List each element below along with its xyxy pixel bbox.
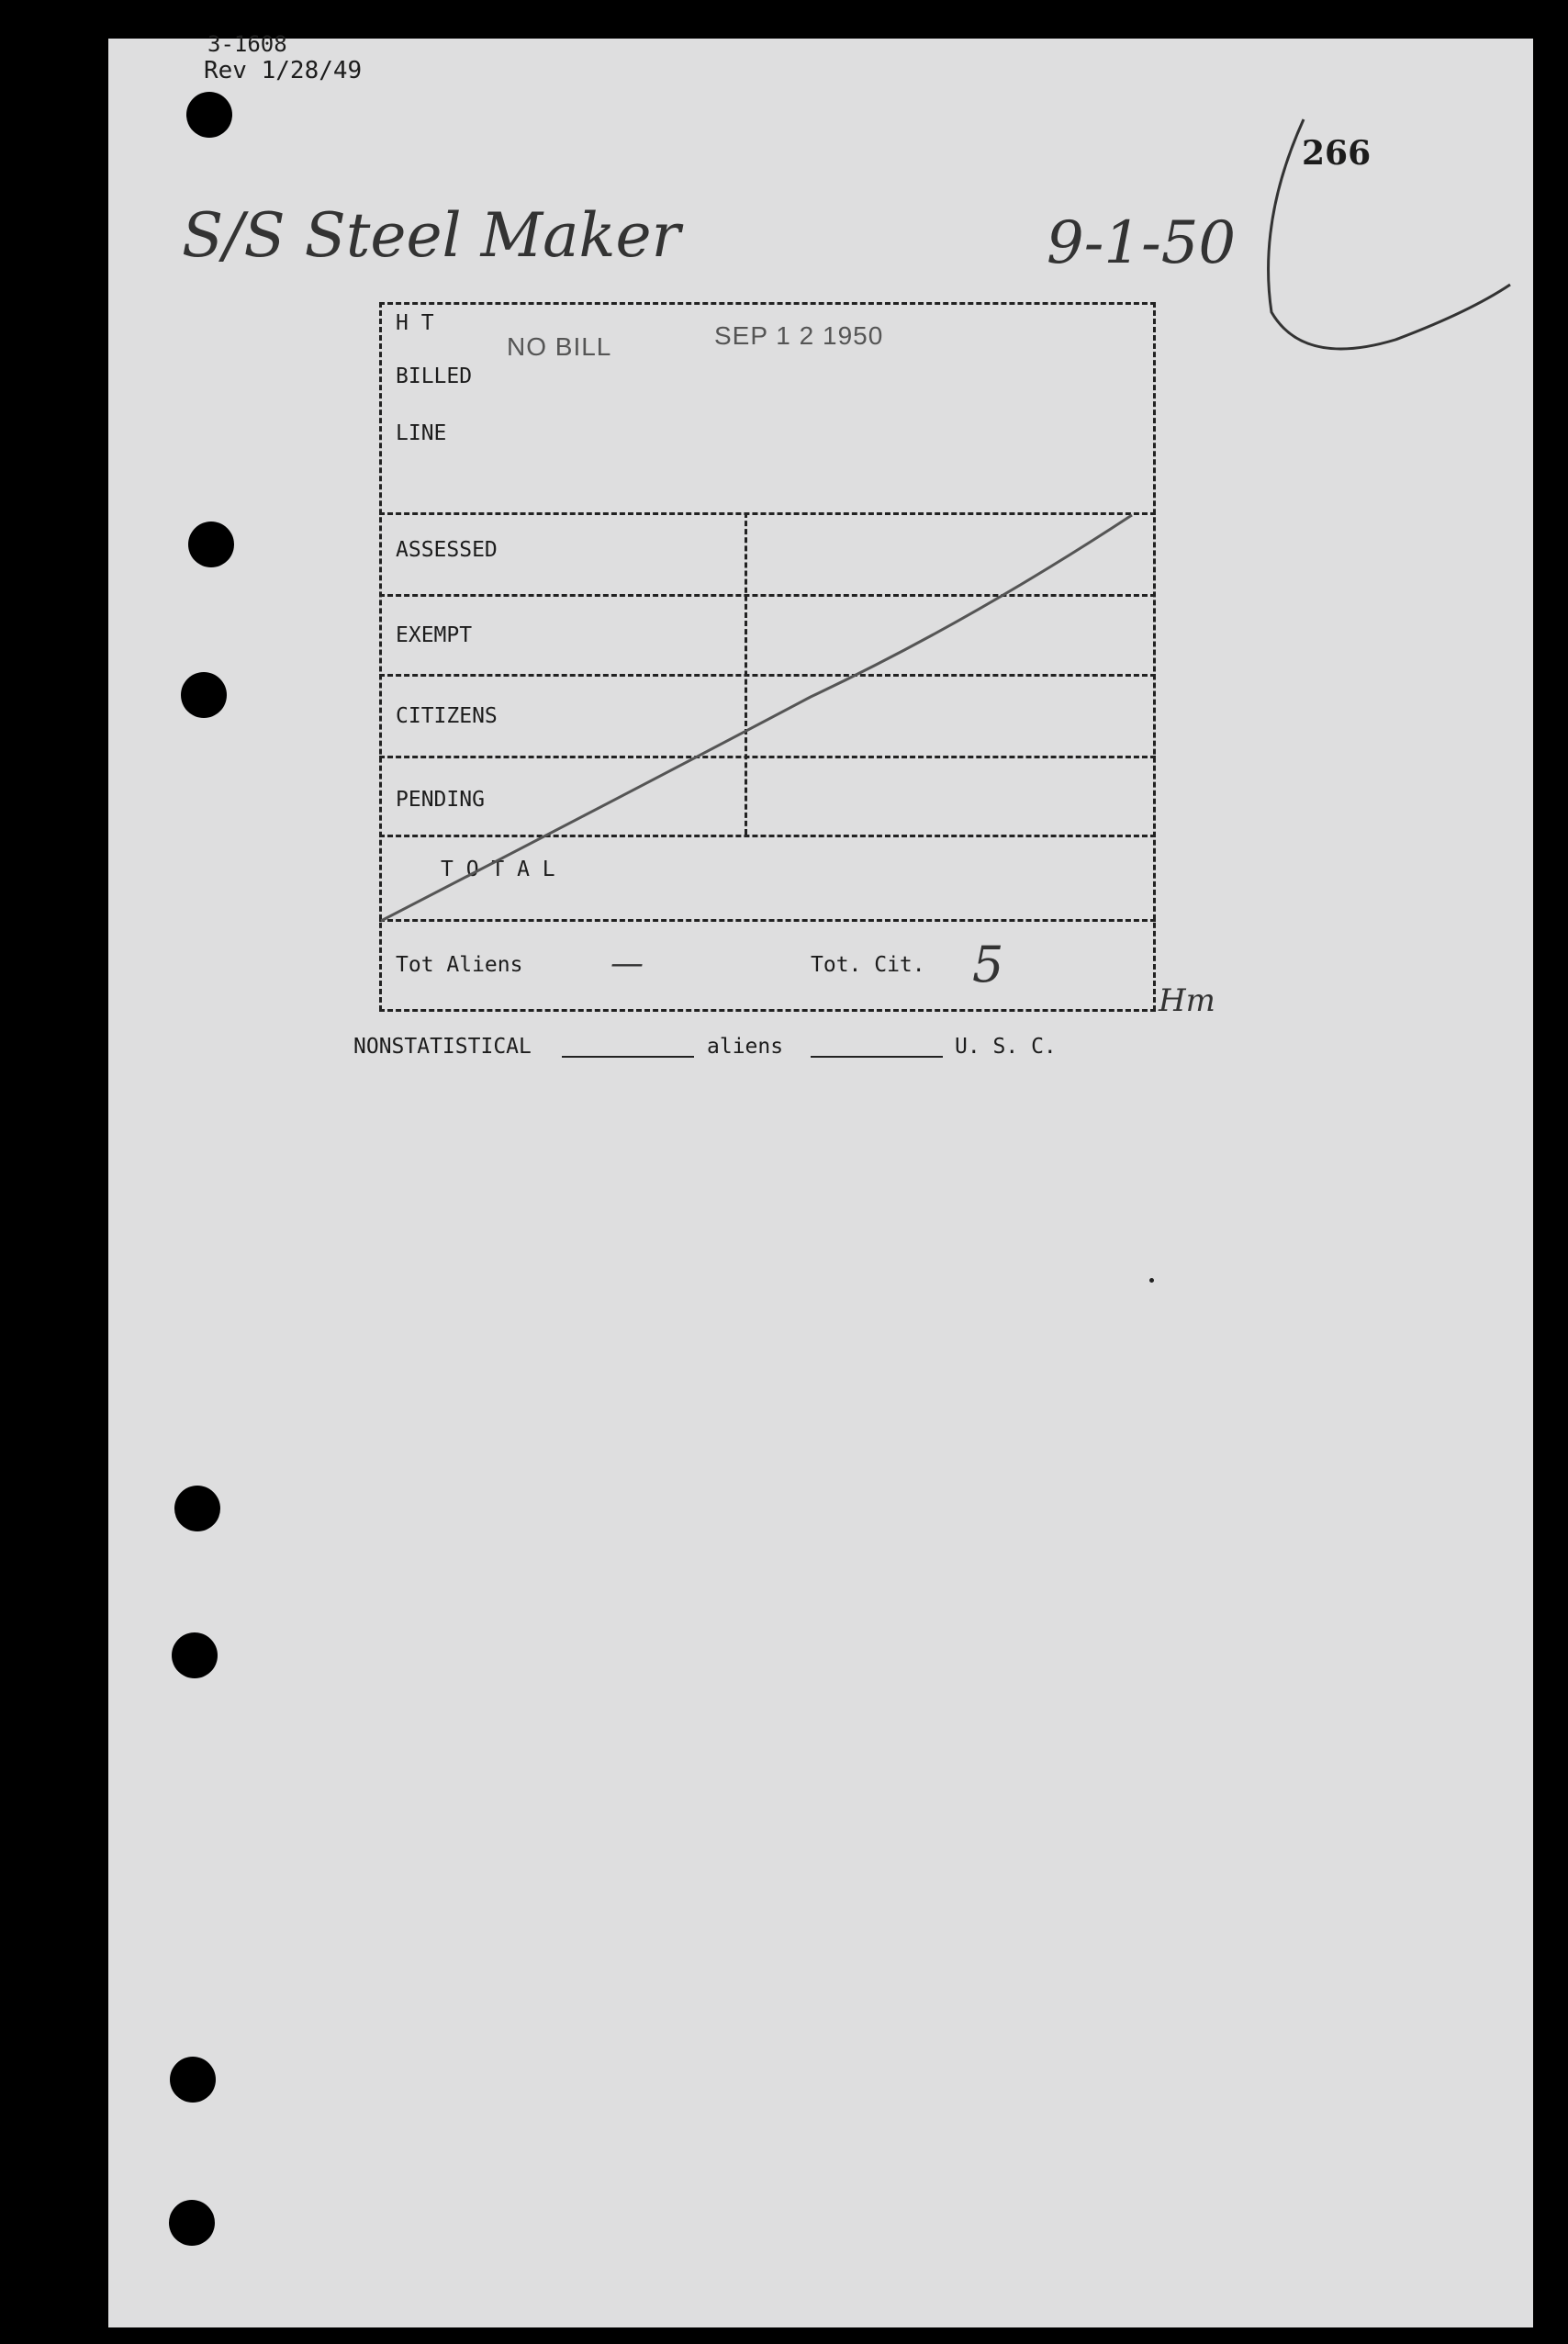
assessed-label: ASSESSED — [396, 538, 498, 562]
line-label: LINE — [396, 421, 447, 445]
punch-hole — [188, 522, 234, 567]
tot-aliens-label: Tot Aliens — [396, 953, 523, 977]
aliens-label: aliens — [707, 1035, 784, 1059]
date-stamp: SEP 1 2 1950 — [714, 321, 884, 350]
form-revision: Rev 1/28/49 — [204, 57, 363, 84]
diagonal-strike-line — [379, 302, 1156, 1011]
initials-handwritten: Hm — [1159, 982, 1215, 1019]
nonstatistical-label: NONSTATISTICAL — [353, 1035, 532, 1059]
punch-hole — [181, 672, 227, 718]
no-bill-stamp: NO BILL — [507, 332, 612, 361]
citizens-label: CITIZENS — [396, 704, 498, 728]
ink-speck — [1149, 1278, 1154, 1283]
corner-bracket-mark — [1249, 101, 1524, 376]
exempt-label: EXEMPT — [396, 623, 473, 647]
punch-hole — [186, 92, 232, 138]
punch-hole — [169, 2200, 215, 2246]
ship-name-handwritten: S/S Steel Maker — [182, 200, 681, 271]
punch-hole — [172, 1632, 218, 1678]
form-number: 3-1608 — [207, 31, 287, 57]
tot-aliens-value: — — [610, 945, 644, 982]
billed-label: BILLED — [396, 364, 473, 388]
punch-hole — [170, 2057, 216, 2103]
aliens-blank — [811, 1056, 943, 1058]
pending-label: PENDING — [396, 788, 485, 812]
tot-cit-value: 5 — [972, 936, 1004, 993]
tot-cit-label: Tot. Cit. — [811, 953, 925, 977]
form-table — [379, 302, 1156, 1011]
total-label: T O T A L — [441, 858, 555, 881]
usc-label: U. S. C. — [955, 1035, 1057, 1059]
date-handwritten: 9-1-50 — [1047, 209, 1237, 277]
nonstatistical-blank — [562, 1056, 694, 1058]
page-number: 266 — [1302, 134, 1372, 173]
punch-hole — [174, 1486, 220, 1531]
ht-label: H T — [396, 311, 434, 335]
